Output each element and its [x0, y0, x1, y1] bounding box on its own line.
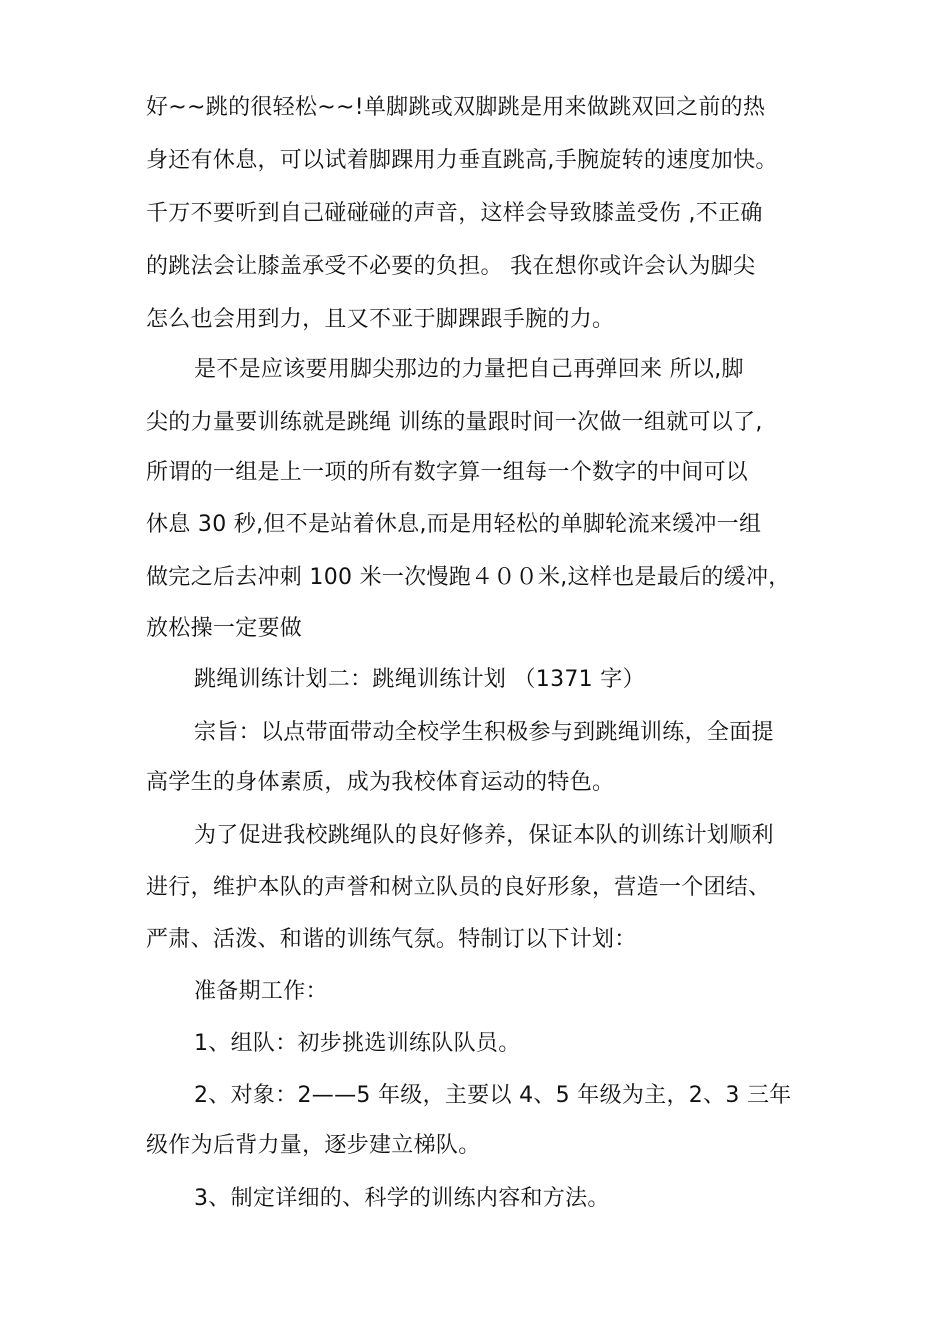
text-line: 准备期工作： — [194, 979, 328, 1004]
text-line: 放松操一定要做 — [146, 616, 303, 641]
text-line: 高学生的身体素质，成为我校体育运动的特色。 — [146, 770, 615, 795]
text-line: 身还有休息，可以试着脚踝用力垂直跳高,手腕旋转的速度加快。 — [146, 148, 778, 173]
text-line: 休息 30 秒,但不是站着休息,而是用轻松的单脚轮流来缓冲一组 — [146, 512, 762, 537]
text-line: 宗旨：以点带面带动全校学生积极参与到跳绳训练，全面提 — [194, 720, 774, 745]
text-line: 做完之后去冲刺 100 米一次慢跑４００米,这样也是最后的缓冲， — [146, 565, 791, 590]
text-line: 所谓的一组是上一项的所有数字算一组每一个数字的中间可以 — [146, 460, 749, 485]
text-line: 为了促进我校跳绳队的良好修养，保证本队的训练计划顺利 — [194, 823, 774, 848]
text-line: 怎么也会用到力，且又不亚于脚踝跟手腕的力。 — [146, 307, 615, 332]
text-line: 进行，维护本队的声誉和树立队员的良好形象，营造一个团结、 — [146, 875, 771, 900]
text-line: 好~~跳的很轻松~~!单脚跳或双脚跳是用来做跳双回之前的热 — [146, 95, 766, 120]
text-line: 严肃、活泼、和谐的训练气氛。特制订以下计划： — [146, 927, 637, 952]
text-line: 级作为后背力量，逐步建立梯队。 — [146, 1133, 481, 1158]
list-item: 3、制定详细的、科学的训练内容和方法。 — [194, 1186, 610, 1211]
text-line: 是不是应该要用脚尖那边的力量把自己再弹回来 所以,脚 — [194, 357, 744, 382]
text-line: 千万不要听到自己碰碰碰的声音，这样会导致膝盖受伤 ,不正确 — [146, 201, 763, 226]
section-heading: 跳绳训练计划二：跳绳训练计划 （1371 字） — [194, 667, 645, 692]
text-line: 尖的力量要训练就是跳绳 训练的量跟时间一次做一组就可以了, — [146, 410, 763, 435]
list-item: 2、对象：2——5 年级，主要以 4、5 年级为主，2、3 三年 — [194, 1083, 792, 1108]
list-item: 1、组队：初步挑选训练队队员。 — [194, 1031, 521, 1056]
text-line: 的跳法会让膝盖承受不必要的负担。 我在想你或许会认为脚尖 — [146, 254, 756, 279]
